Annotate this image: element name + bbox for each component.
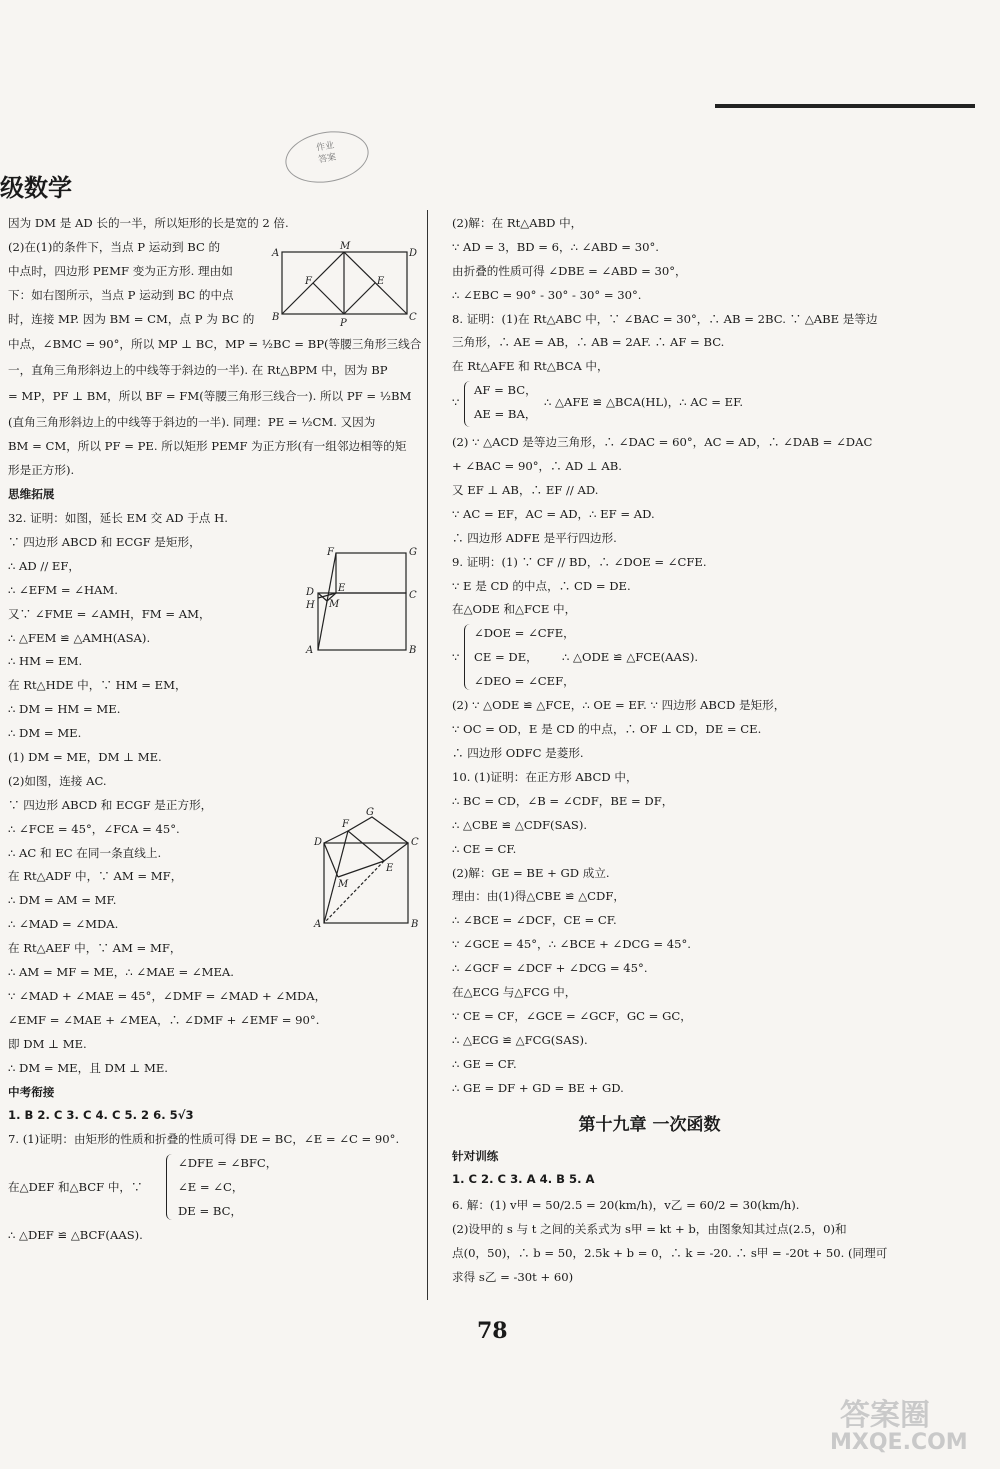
text-line: 在△ECG 与△FCG 中， <box>452 985 577 1000</box>
text-line: (直角三角形斜边上的中线等于斜边的一半). 同理：PE = ½CM. 又因为 <box>8 415 376 430</box>
text-line: 一，直角三角形斜边上的中线等于斜边的一半). 在 Rt△BPM 中，因为 BP <box>8 363 388 378</box>
label-p: P <box>340 318 347 329</box>
label-f: F <box>305 276 312 287</box>
text-line: 即 DM ⊥ ME. <box>8 1036 87 1051</box>
text-line: (2)如图，连接 AC. <box>8 773 107 788</box>
text-line: ∴ GE = CF. <box>452 1056 517 1071</box>
label-d: D <box>409 248 418 259</box>
column-divider <box>427 210 428 1300</box>
text-line: 求得 s乙 = -30t + 60) <box>452 1270 574 1285</box>
text-line: ∴ AD // EF， <box>8 558 81 573</box>
brace-system <box>8 1152 420 1224</box>
seg-me <box>338 861 384 877</box>
seg-fa <box>324 831 348 923</box>
label-e: E <box>386 863 394 874</box>
brace-system <box>452 622 847 694</box>
brace-row: DE = BC， <box>178 1204 243 1219</box>
text-line: 三角形，∴ AE = AB，∴ AB = 2AF. ∴ AF = BC. <box>452 335 725 350</box>
rect-ecgf <box>336 553 406 593</box>
brace-row: CE = DE， <box>474 650 538 665</box>
text-line: ∵ ∠MAD + ∠MAE = 45°，∠DMF = ∠MAD + ∠MDA， <box>8 988 327 1003</box>
label-h: H <box>306 600 315 611</box>
text-line: ∴ △ECG ≌ △FCG(SAS). <box>452 1032 588 1047</box>
text-line: ∴ ∠EBC = 90° - 30° - 30° = 30°. <box>452 287 642 302</box>
section-heading: 针对训练 <box>452 1148 499 1163</box>
text-line: ∵ AC = EF，AC = AD，∴ EF = AD. <box>452 506 655 521</box>
text-line: ∴ DM = ME. <box>8 726 82 741</box>
text-line: ∵ OC = OD，E 是 CD 的中点，∴ OF ⊥ CD，DE = CE. <box>452 722 762 737</box>
text-line: 时，连接 MP. 因为 BM = CM，点 P 为 BC 的 <box>8 311 255 326</box>
figure-two-squares <box>312 805 427 930</box>
seg-dm <box>318 593 327 601</box>
text-line: (2) ∵ △ODE ≌ △FCE，∴ OE = EF. ∵ 四边形 ABCD 是矩形， <box>452 698 786 713</box>
seg-ea <box>324 861 384 923</box>
text-line: + ∠BAC = 90°，∴ AD ⊥ AB. <box>452 459 622 474</box>
text-line: 又∵ ∠FME = ∠AMH，FM = AM， <box>8 606 211 621</box>
label-c: C <box>409 312 417 323</box>
label-d: D <box>314 837 323 848</box>
text-line: 在 Rt△AEF 中，∵ AM = MF， <box>8 941 182 956</box>
text-line: 又 EF ⊥ AB，∴ EF // AD. <box>452 483 599 498</box>
text-line: 因为 DM 是 AD 长的一半，所以矩形的长是宽的 2 倍. <box>8 216 289 230</box>
text-line: 中点，∠BMC = 90°，所以 MP ⊥ BC，MP = ½BC = BP(等腰三角形三线合 <box>8 337 422 352</box>
seg-fp <box>313 283 344 314</box>
brace-conclusion: ∴ △AFE ≌ △BCA(HL)，∴ AC = EF. <box>544 395 744 410</box>
text-line: ∴ △DEF ≌ △BCF(AAS). <box>8 1228 143 1243</box>
text-line: ∴ ∠FCE = 45°，∠FCA = 45°. <box>8 821 180 836</box>
brace-row: AE = BA， <box>474 407 537 422</box>
header-rule <box>715 104 975 108</box>
text-line: 9. 证明：(1) ∵ CF // BD，∴ ∠DOE = ∠CFE. <box>452 554 707 569</box>
text-line: ∴ BC = CD，∠B = ∠CDF，BE = DF， <box>452 793 674 808</box>
text-line: ∠EMF = ∠MAE + ∠MEA，∴ ∠DMF + ∠EMF = 90°. <box>8 1012 320 1027</box>
brace-system <box>452 379 847 431</box>
right-column <box>452 212 888 1290</box>
text-line: ∴ △CBE ≌ △CDF(SAS). <box>452 817 588 832</box>
brace-lead: ∵ <box>452 395 460 410</box>
text-line: 中点时，四边形 PEMF 变为正方形. 理由如 <box>8 263 233 278</box>
seg-dm <box>324 843 338 877</box>
brace <box>166 1154 175 1220</box>
label-m: M <box>340 241 351 252</box>
brace-row: ∠E = ∠C， <box>178 1180 244 1195</box>
label-b: B <box>411 919 419 930</box>
text-line: (2)解：在 Rt△ABD 中， <box>452 216 583 230</box>
text-line: ∴ DM = HM = ME. <box>8 702 121 717</box>
stamp-seal: 作业 答案 <box>281 125 372 189</box>
label-b: B <box>409 645 417 656</box>
text-line: 在△ODE 和△FCE 中， <box>452 602 577 617</box>
text-line: 7. (1)证明：由矩形的性质和折叠的性质可得 DE = BC，∠E = ∠C = 90°. <box>8 1132 400 1147</box>
text-line: 10. (1)证明：在正方形 ABCD 中， <box>452 770 638 785</box>
text-line: ∵ E 是 CD 的中点，∴ CD = DE. <box>452 578 631 593</box>
watermark-logo: 答案圈 <box>840 1398 930 1433</box>
text-line: ∴ DM = AM = MF. <box>8 893 117 908</box>
label-f: F <box>327 547 334 558</box>
text-line: 由折叠的性质可得 ∠DBE = ∠ABD = 30°， <box>452 263 687 278</box>
brace <box>464 624 473 690</box>
text-line: (2)在(1)的条件下，当点 P 运动到 BC 的 <box>8 239 221 254</box>
label-c: C <box>409 590 417 601</box>
text-line: (2)解：GE = BE + GD 成立. <box>452 865 610 880</box>
text-line: ∵ 四边形 ABCD 和 ECGF 是正方形， <box>8 797 213 812</box>
text-line: ∴ AC 和 EC 在同一条直线上. <box>8 845 162 860</box>
text-line: 6. 解：(1) v甲 = 50/2.5 = 20(km/h)，v乙 = 60/2 = 30(km/h). <box>452 1198 800 1213</box>
text-line: 在 Rt△HDE 中，∵ HM = EM， <box>8 678 187 693</box>
text-line: ∵ 四边形 ABCD 和 ECGF 是矩形， <box>8 535 201 550</box>
text-line: ∴ ∠EFM = ∠HAM. <box>8 582 118 597</box>
page-header-title: 级数学 <box>0 174 72 202</box>
label-d: D <box>306 587 315 598</box>
text-line: ∴ GE = DF + GD = BE + GD. <box>452 1080 624 1095</box>
seg-df <box>324 831 348 843</box>
text-line: (2) ∵ △ACD 是等边三角形，∴ ∠DAC = 60°，AC = AD，∴ ∠DAB = ∠DAC <box>452 435 873 450</box>
text-line: ∴ 四边形 ADFE 是平行四边形. <box>452 530 617 545</box>
watermark-url: MXQE.COM <box>830 1430 968 1455</box>
brace-row: ∠DEO = ∠CEF， <box>474 674 575 689</box>
brace-row: AF = BC， <box>474 383 537 398</box>
label-a: A <box>306 645 314 656</box>
text-line: ∴ DM = ME，且 DM ⊥ ME. <box>8 1060 168 1075</box>
label-g: G <box>409 547 417 558</box>
label-f: F <box>342 819 349 830</box>
brace-lead: 在△DEF 和△BCF 中，∵ <box>8 1180 143 1195</box>
text-line: ∴ CE = CF. <box>452 841 517 856</box>
brace-conclusion: ∴ △ODE ≌ △FCE(AAS). <box>562 650 699 665</box>
text-line: ∵ AD = 3，BD = 6，∴ ∠ABD = 30°. <box>452 239 659 254</box>
section-heading: 中考衔接 <box>8 1084 55 1099</box>
text-line: ∴ ∠BCE = ∠DCF，CE = CF. <box>452 913 617 928</box>
text-line: 在 Rt△ADF 中，∵ AM = MF， <box>8 869 183 884</box>
brace <box>464 381 473 427</box>
text-line: = MP，PF ⊥ BM，所以 BF = FM(等腰三角形三线合一). 所以 PF = ½BM <box>8 389 412 404</box>
answer-line: 1. C 2. C 3. A 4. B 5. A <box>452 1172 595 1187</box>
label-a: A <box>272 248 280 259</box>
text-line: (1) DM = ME，DM ⊥ ME. <box>8 750 162 765</box>
text-line: ∴ ∠GCF = ∠DCF + ∠DCG = 45°. <box>452 961 648 976</box>
text-line: ∴ △FEM ≌ △AMH(ASA). <box>8 630 151 645</box>
label-g: G <box>366 807 374 818</box>
label-c: C <box>411 837 419 848</box>
label-e: E <box>338 583 346 594</box>
label-m: M <box>329 599 340 610</box>
label-a: A <box>314 919 322 930</box>
section-heading: 思维拓展 <box>8 487 55 502</box>
text-line: ∴ HM = EM. <box>8 654 83 669</box>
label-e: E <box>377 276 385 287</box>
text-line: ∴ AM = MF = ME，∴ ∠MAE = ∠MEA. <box>8 965 234 980</box>
square-abcd <box>324 843 408 923</box>
label-b: B <box>272 312 280 323</box>
text-line: 在 Rt△AFE 和 Rt△BCA 中， <box>452 359 609 374</box>
label-m: M <box>338 879 349 890</box>
text-line: BM = CM，所以 PF = PE. 所以矩形 PEMF 为正方形(有一组邻边相等的矩 <box>8 439 407 454</box>
text-line: ∵ ∠GCE = 45°，∴ ∠BCE + ∠DCG = 45°. <box>452 937 691 952</box>
text-line: 下：如右图所示，当点 P 运动到 BC 的中点 <box>8 287 234 302</box>
answer-line: 1. B 2. C 3. C 4. C 5. 2 6. 5√3 <box>8 1108 194 1123</box>
text-line: ∵ CE = CF，∠GCE = ∠GCF，GC = GC， <box>452 1008 692 1023</box>
brace-row: ∠DOE = ∠CFE， <box>474 626 575 641</box>
seg-ep <box>344 283 375 314</box>
text-line: ∴ ∠MAD = ∠MDA. <box>8 917 119 932</box>
figure-rectangle-square <box>270 240 420 330</box>
brace-row: ∠DFE = ∠BFC， <box>178 1156 278 1171</box>
text-line: (2)设甲的 s 与 t 之间的关系式为 s甲 = kt + b，由图象知其过点(2.5，0)和 <box>452 1222 847 1237</box>
text-line: 32. 证明：如图，延长 EM 交 AD 于点 H. <box>8 511 228 526</box>
text-line: 理由：由(1)得△CBE ≌ △CDF， <box>452 889 625 904</box>
text-line: 8. 证明：(1)在 Rt△ABC 中，∵ ∠BAC = 30°，∴ AB = 2BC. ∵ △ABE 是等边 <box>452 311 878 326</box>
text-line: 形是正方形). <box>8 463 75 478</box>
chapter-title: 第十九章 一次函数 <box>578 1114 721 1135</box>
figure-two-rectangles <box>300 543 425 658</box>
brace-lead: ∵ <box>452 650 460 665</box>
page-number: 78 <box>477 1318 508 1344</box>
left-column <box>8 212 420 1248</box>
square-ecgf <box>348 817 408 861</box>
text-line: ∴ 四边形 ODFC 是菱形. <box>452 746 584 761</box>
text-line: 点(0，50)，∴ b = 50，2.5k + b = 0，∴ k = -20. ∴ s甲 = -20t + 50. (同理可 <box>452 1246 888 1261</box>
